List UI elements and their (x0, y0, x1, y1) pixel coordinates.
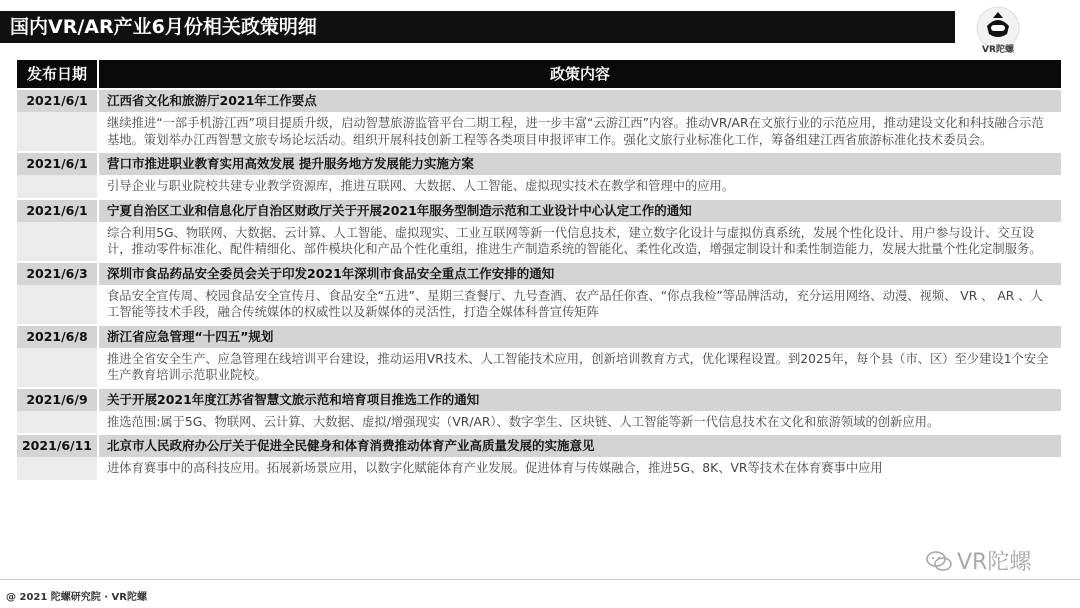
row-policy-title: 关于开展2021年度江苏省智慧文旅示范和培育项目推选工作的通知 (97, 389, 1061, 411)
policy-table (17, 60, 1061, 480)
row-policy-body: 引导企业与职业院校共建专业教学资源库，推进互联网、大数据、人工智能、虚拟现实技术在教学和管理中的应用。 (97, 175, 1061, 198)
table-row-body (17, 112, 1061, 151)
row-policy-title: 营口市推进职业教育实用高效发展 提升服务地方发展能力实施方案 (97, 153, 1061, 175)
table-row-title (17, 200, 1061, 222)
row-policy-title: 宁夏自治区工业和信息化厅自治区财政厅关于开展2021年服务型制造示范和工业设计中心认定工作的通知 (97, 200, 1061, 222)
row-policy-title: 深圳市食品药品安全委员会关于印发2021年深圳市食品安全重点工作安排的通知 (97, 263, 1061, 285)
row-date: 2021/6/3 (26, 265, 88, 281)
footer-divider (0, 579, 1080, 580)
row-date: 2021/6/8 (26, 328, 88, 344)
table-row-body (17, 285, 1061, 324)
row-date: 2021/6/11 (21, 438, 92, 453)
row-policy-title: 江西省文化和旅游厅2021年工作要点 (97, 90, 1061, 112)
table-row-title (17, 263, 1061, 285)
table-row-body (17, 457, 1061, 480)
table-row-body (17, 411, 1061, 434)
row-date: 2021/6/1 (26, 202, 88, 218)
row-policy-title: 北京市人民政府办公厅关于促进全民健身和体育消费推动体育产业高质量发展的实施意见 (97, 435, 1061, 457)
table-header (17, 60, 1061, 88)
row-policy-body: 食品安全宣传周、校园食品安全宣传月、食品安全“五进”、星期三查餐厅、九号查酒、农产品任你查、“你点我检”等品牌活动，充分运用网络、动漫、视频、 VR 、 AR 、人工智能等技术手段，融合传统媒体的权威性以及新媒体的灵活性，打造全媒体科普宣传矩阵 (97, 285, 1061, 324)
header-content: 政策内容 (97, 60, 1061, 88)
wechat-icon (925, 550, 953, 572)
table-row-title (17, 389, 1061, 411)
watermark-text: VR陀螺 (957, 550, 1032, 575)
row-date: 2021/6/1 (26, 156, 88, 171)
table-row-body (17, 175, 1061, 198)
table-row-title (17, 326, 1061, 348)
row-policy-body: 综合利用5G、物联网、大数据、云计算、人工智能、虚拟现实、工业互联网等新一代信息技术，建立数字化设计与虚拟仿真系统，发展个性化设计、用户参与设计、交互设计，推动零件标准化、配件精细化、部件模块化和产品个性化重组，推进生产制造系统的智能化、柔性化改造，增强定制设计和柔性制造能力，发展大批量个性化定制服务。 (97, 222, 1061, 261)
footer-copyright: @ 2021 陀螺研究院 · VR陀螺 (6, 592, 147, 603)
row-date: 2021/6/9 (26, 391, 88, 407)
page-title: 国内VR/AR产业6月份相关政策明细 (0, 11, 955, 43)
vr-tuoluo-logo (969, 6, 1027, 56)
row-policy-body: 推选范围:属于5G、物联网、云计算、大数据、虚拟/增强现实（VR/AR）、数字孪生、区块链、人工智能等新一代信息技术在文化和旅游领域的创新应用。 (97, 411, 1061, 434)
row-date: 2021/6/1 (26, 93, 88, 108)
row-policy-body: 继续推进“一部手机游江西”项目提质升级，启动智慧旅游监管平台二期工程，进一步丰富“云游江西”内容。推动VR/AR在文旅行业的示范应用，推动建设文化和科技融合示范基地。策划举办江西智慧文旅专场论坛活动。组织开展科技创新工程等各类项目申报评审工作。强化文旅行业标准化工作，筹备组建江西省旅游标准化技术委员会。 (97, 112, 1061, 151)
logo-text: VR陀螺 (982, 45, 1014, 55)
table-row-title (17, 435, 1061, 457)
table-row-body (17, 348, 1061, 387)
table-row-title (17, 153, 1061, 175)
watermark (925, 545, 1031, 576)
row-policy-body: 进体育赛事中的高科技应用。拓展新场景应用，以数字化赋能体育产业发展。促进体育与传媒融合，推进5G、8K、VR等技术在体育赛事中应用 (97, 457, 1061, 480)
table-row-body (17, 222, 1061, 261)
row-policy-title: 浙江省应急管理“十四五”规划 (97, 326, 1061, 348)
table-row-title (17, 90, 1061, 112)
row-policy-body: 推进全省安全生产、应急管理在线培训平台建设，推动运用VR技术、人工智能技术应用，创新培训教育方式，优化课程设置。到2025年，每个县（市、区）至少建设1个安全生产教育培训示范职业院校。 (97, 348, 1061, 387)
header-date: 发布日期 (26, 65, 87, 83)
